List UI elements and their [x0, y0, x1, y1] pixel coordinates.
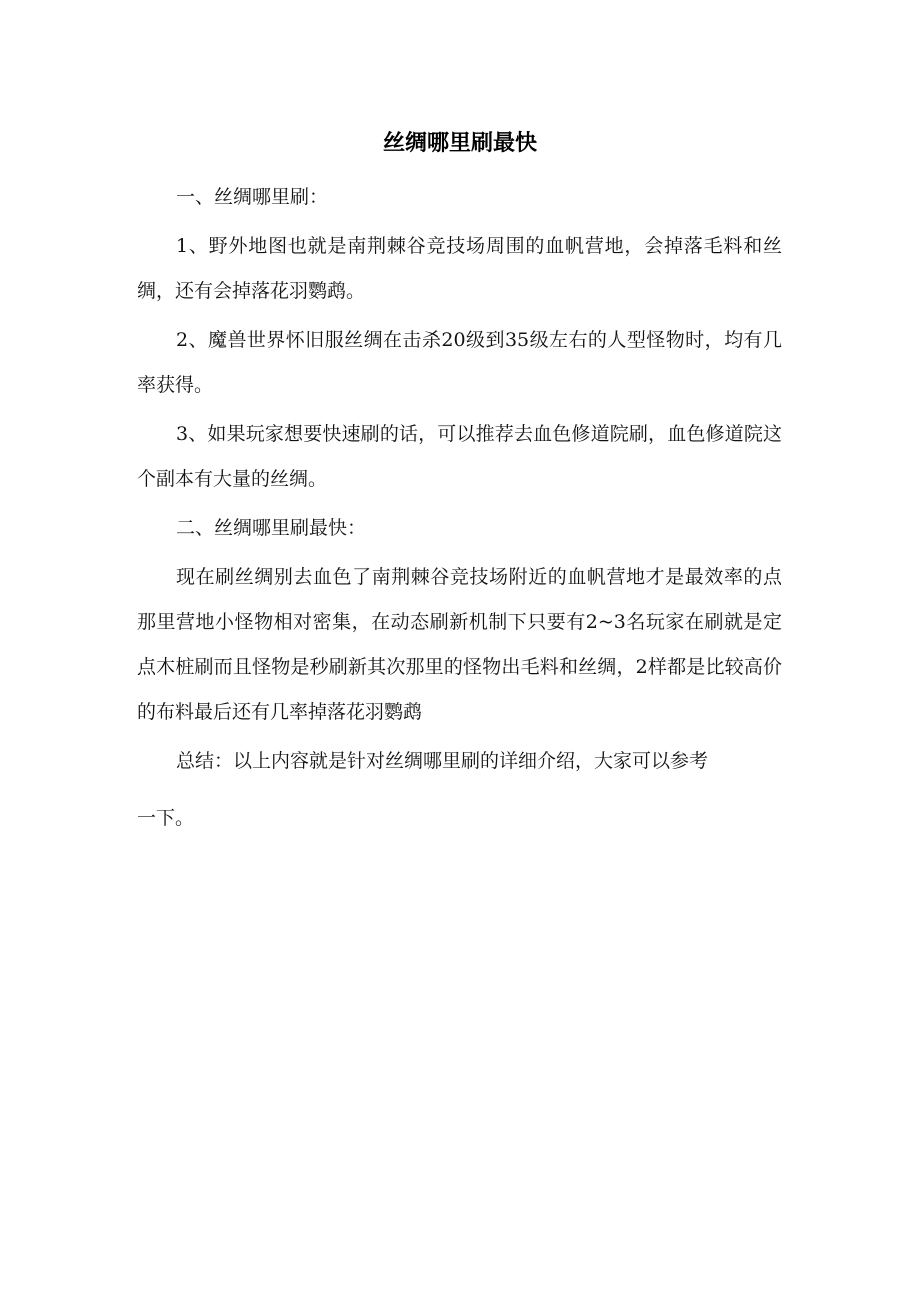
section1-heading: 一、丝绸哪里刷： [176, 186, 329, 208]
document-body [137, 175, 782, 841]
section2-paragraph: 现在刷丝绸别去血色了南荆棘谷竞技场附近的血帆营地才是最效率的点那里营地小怪物相对密集，在动态刷新机制下只要有2~3名玩家在刷就是定点木桩刷而且怪物是秒刷新其次那里的怪物出毛料和丝绸，2样都是比较高价的布料最后还有几率掉落花羽鹦鹉 [137, 566, 782, 723]
summary-tail: 一下。 [137, 807, 195, 829]
list-item-1: 1、野外地图也就是南荆棘谷竞技场周围的血帆营地，会掉落毛料和丝绸，还有会掉落花羽鹦鹉。 [137, 235, 782, 302]
list-item-2: 2、魔兽世界怀旧服丝绸在击杀20级到35级左右的人型怪物时，均有几率获得。 [137, 329, 782, 396]
summary-line: 总结：以上内容就是针对丝绸哪里刷的详细介绍，大家可以参考 [176, 750, 709, 772]
list-item-3: 3、如果玩家想要快速刷的话，可以推荐去血色修道院刷，血色修道院这个副本有大量的丝绸。 [137, 423, 782, 490]
section2-heading: 二、丝绸哪里刷最快： [176, 517, 367, 539]
document-title: 丝绸哪里刷最快 [382, 131, 537, 156]
